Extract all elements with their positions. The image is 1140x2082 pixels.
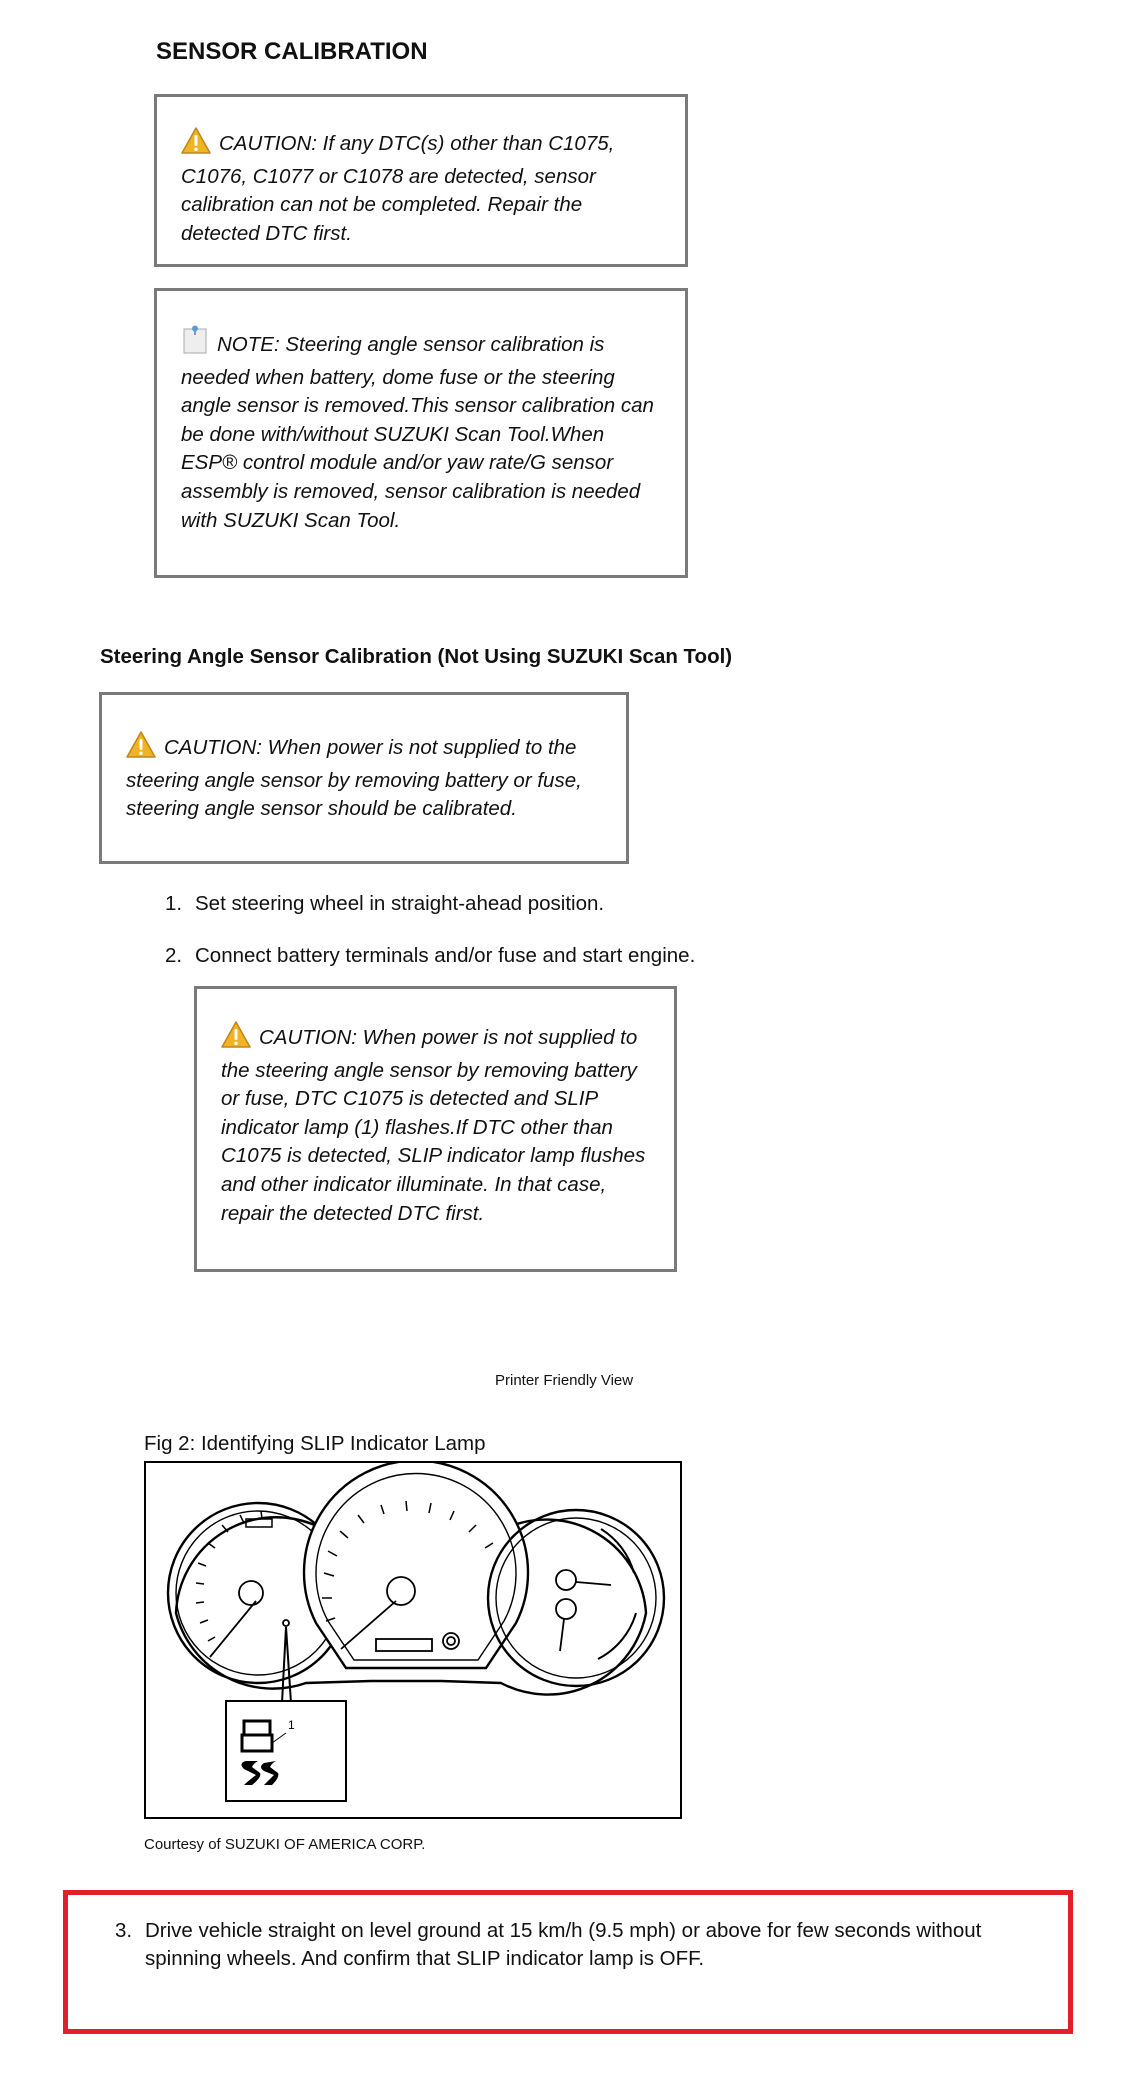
highlight-box-step-3 <box>63 1890 1073 2034</box>
step-number: 2. <box>165 944 183 967</box>
section-title: SENSOR CALIBRATION <box>156 38 428 65</box>
step-text: Set steering wheel in straight-ahead position. <box>195 892 605 915</box>
warning-triangle-icon <box>126 731 156 767</box>
printer-friendly-link[interactable]: Printer Friendly View <box>495 1372 634 1389</box>
callout-label: 1 <box>288 1718 295 1732</box>
caution-box-3 <box>194 986 677 1272</box>
caution-text-1: CAUTION: If any DTC(s) other than C1075, C1076, C1077 or C1078 are detected, sensor calibration can not be completed. Repair the detected DTC first. <box>181 132 615 245</box>
step-2 <box>165 942 695 970</box>
subsection-title: Steering Angle Sensor Calibration (Not Using SUZUKI Scan Tool) <box>100 645 733 668</box>
figure-caption: Fig 2: Identifying SLIP Indicator Lamp <box>144 1432 486 1455</box>
step-text: Drive vehicle straight on level ground at 15 km/h (9.5 mph) or above for few seconds without spinning wheels. And confirm that SLIP indicator lamp is OFF. <box>145 1919 982 1970</box>
note-box-1 <box>154 288 688 578</box>
caution-text-3: CAUTION: When power is not supplied to the steering angle sensor by removing battery or fuse, DTC C1075 is detected and SLIP indicator lamp (1) flashes.If DTC other than C1075 is detected, SLIP indicator lamp flushes and other indicator illuminate. In that case, repair the detected DTC first. <box>221 1026 646 1225</box>
slip-indicator-callout <box>226 1627 346 1801</box>
warning-triangle-icon <box>221 1021 251 1057</box>
caution-box-1 <box>154 94 688 267</box>
note-text-1: NOTE: Steering angle sensor calibration is needed when battery, dome fuse or the steering angle sensor is removed.This sensor calibration can be done with/without SUZUKI Scan Tool.When ESP® control module and/or yaw rate/G sensor assembly is removed, sensor calibration is needed with SUZUKI Scan Tool. <box>181 333 654 532</box>
figure-instrument-cluster <box>144 1461 682 1819</box>
warning-triangle-icon <box>181 127 211 163</box>
step-text: Connect battery terminals and/or fuse and start engine. <box>195 944 696 967</box>
step-1 <box>165 890 604 918</box>
instrument-cluster-illustration <box>146 1463 680 1817</box>
step-number: 1. <box>165 892 183 915</box>
caution-text-2: CAUTION: When power is not supplied to the steering angle sensor by removing battery or fuse, steering angle sensor should be calibrated. <box>126 736 582 821</box>
step-number: 3. <box>115 1919 133 1942</box>
note-pin-icon <box>181 325 209 364</box>
figure-credit: Courtesy of SUZUKI OF AMERICA CORP. <box>144 1836 426 1853</box>
caution-box-2 <box>99 692 629 864</box>
step-3 <box>115 1917 1025 1973</box>
